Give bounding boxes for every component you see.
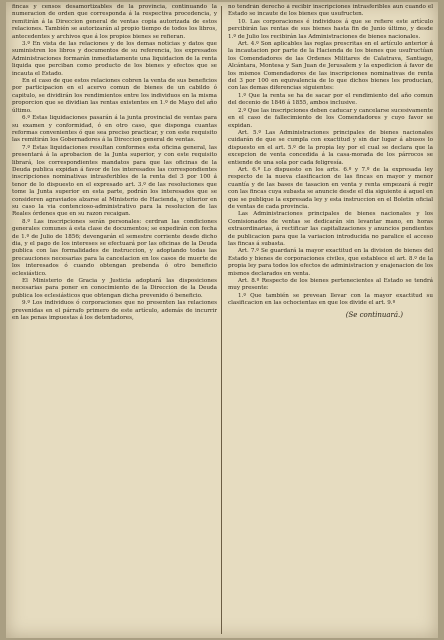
right-paragraph: Art. 8.º Respecto de los bienes pertenecientes al Estado se tendrá muy presente: <box>228 278 433 292</box>
left-column <box>12 4 217 636</box>
newspaper-page <box>6 2 438 638</box>
left-paragraph: 3.º En vista de las relaciones y de los demas noticias y datos que suministren los libros y documentos de su referencia, los expresados Administraciones formarán inmediatamente una liquidacion de la renta liquida que perciban como producto de los bienes y efectos que se incauta el Estado. <box>12 41 217 77</box>
left-paragraph: 7.º Estas liquidaciones resultan conformes esta oficina general, las presentará á la aprobacion de la Junta superior, y con este requisito librará, los correspondientes mandatos para que las oficinas de la Deuda publica expidan á favor de los interesados las correspondientes inscripciones nominativas intrasferibles de la renta del 3 por 100 á tenor de lo dispuesto en el expresado art. 3.º de las resoluciones que tome la Junta superior en esta parte, podrán los interesados que se consideren agraviados alzarse al Ministerio de Hacienda, y ulterior en su caso la via contencioso-administrativo para la resolucion de las Reales órdenes que en su razon recaigan. <box>12 144 217 218</box>
left-paragraph: En el caso de que estos relaciones cobren la venta de sus beneficios por participacion en el acervo comun de bienes de un cabildo ó capitulo, se dividirán los rendimientos entre los individuos en la misma proporcion que se dividian las rentas existentes en 1.º de Mayo del año último. <box>12 78 217 114</box>
right-paragraph: 2.º Que las inscripciones deben caducar y cancelarse sucesivamente en el caso de fallecimiento de los Comendadores y cuyo favor se expidan. <box>228 107 433 129</box>
right-paragraph: no tendrán derecho á recibir inscripciones intrasferibles aun cuando el Estado se incaute de los bienes que usufructen. <box>228 4 433 18</box>
right-paragraph: Las Administraciones principales de bienes nacionales y los Comisionados de ventas se dedicarán sin levantar mano, en horas extraordinarias, á rectificar las capitalizaciones y anuncios pendientes de publicacion para que la variacion introducida no paralice el acceso las fincas á subasta. <box>228 211 433 247</box>
left-paragraph: fincas y censos desamortizables de la provincia, continuando la numeracion de orden que corresponda á la respectiva procedencia, y remitirán á la Direccion general de ventas copia autorizada de estos relaciones. También se autorizarán al propio tiempo de todos los libros, antecedentes y archivos que á los propios bienes se refieran. <box>12 4 217 40</box>
left-paragraph: El Ministerio de Gracia y Justicia adoptará las disposiciones necesarias para poner en conocimiento de la Direccion de la Deuda publica los eclesiásticos que obtengan dicha prevenido ó beneficio. <box>12 278 217 299</box>
column-divider <box>221 6 222 634</box>
left-paragraph: 8.º Las inscripciones serán personales: cerdran las condiciones generales comunes á esta clase de documentos; se expedirán con fecha de 1.º de Julio de 1856; devengarán el semestre corriente desde dicho dia, y el pago de los intereses se efectuará por las oficinas de la Deuda publica con las formalidades de instruccion, y adoptando todas las precauciones necesarias para la cancelacion en los casos de muerte de los interesados ó cuando obtengan prebenda ó otro beneficio eclesiástico. <box>12 218 217 277</box>
right-paragraph: 10. Las corporaciones é individuos á que se refiere este artículo percibirán las rentas de sus bienes hasta fin de Junio último, y desde 1.º de Julio los recibirán las Administraciones de bienes nacionales. <box>228 18 433 40</box>
right-paragraph: Art. 6.º Lo dispuesto en los arts. 6.º y 7.º de la expresada ley respecto de la nueva clasificacion de las fincas en mayor y menor cuantía y de las bases de tasacion en venta y renta empezará á regir con las fincas cuya subasta se anuncie desde el dia siguiente á aquel en que se publique la expresada ley y esta instruccion en el Boletin oficial de ventas de cada provincia. <box>228 166 433 210</box>
right-paragraph: Art. 4.º Son aplicables las reglas prescritas en el artículo anterior á la incautacion por parte de la Hacienda de los bienes que usufructúan los Comendadores de las Ordenes Militares de Calatrava, Santiago, Alcántara, Montesa y San Juan de Jerusalem y la expedicion á favor de los mismos Comendadores de las inscripciones nominativas de renta del 3 por 100 en equivalencia de lo que dichos bienes les producian, con las demas diferencias siguientes: <box>228 41 433 92</box>
right-paragraph: 1.º Que también se prevean llevar con la mayor exactitud su clasificacion en las ochocientas en que los divide el art. 9.º <box>228 292 433 307</box>
left-paragraph: 6.º Estas liquidaciones pasarán á la junta provincial de ventas para su examen y conformidad, ó en otro caso, que disponga cuantas reformas convenientes ó que sea preciso practicar, y con este requisito las remitirán los Gobernadores á la Direccion general de ventas. <box>12 115 217 144</box>
left-paragraph: 9.º Los individuos ó corporaciones que no presenten las relaciones prevenidas en el párrafo primero de este artículo, además de incurrir en las penas impuestas á los detentadores, <box>12 300 217 322</box>
right-paragraph: Art. 5.º Las Administraciones principales de bienes nacionales cuidarán de que se cumpla con exactitud y sin dar lugar á abusos lo dispuesto en el art. 5.º de la propia ley por el cual se declara que la excepcion de venta concedida á la casa-morada de los párrocos se entiende de una sola por cada feligresía. <box>228 129 433 166</box>
right-paragraph: 1.º Que la renta se ha de sacar por el rendimiento del año comun del decenio de 1846 á 1855, ambos inclusive. <box>228 92 433 107</box>
continuation-note: (Se continuará.) <box>345 310 403 319</box>
right-column <box>228 4 433 636</box>
right-paragraph: Art. 7.º Se guardará la mayor exactitud en la division de bienes del Estado y bienes de corporaciones civiles, que establece el art. 8.º de la propia ley para todos los efectos de administracion y enajenacion de los mismos declarados en venta. <box>228 248 433 277</box>
